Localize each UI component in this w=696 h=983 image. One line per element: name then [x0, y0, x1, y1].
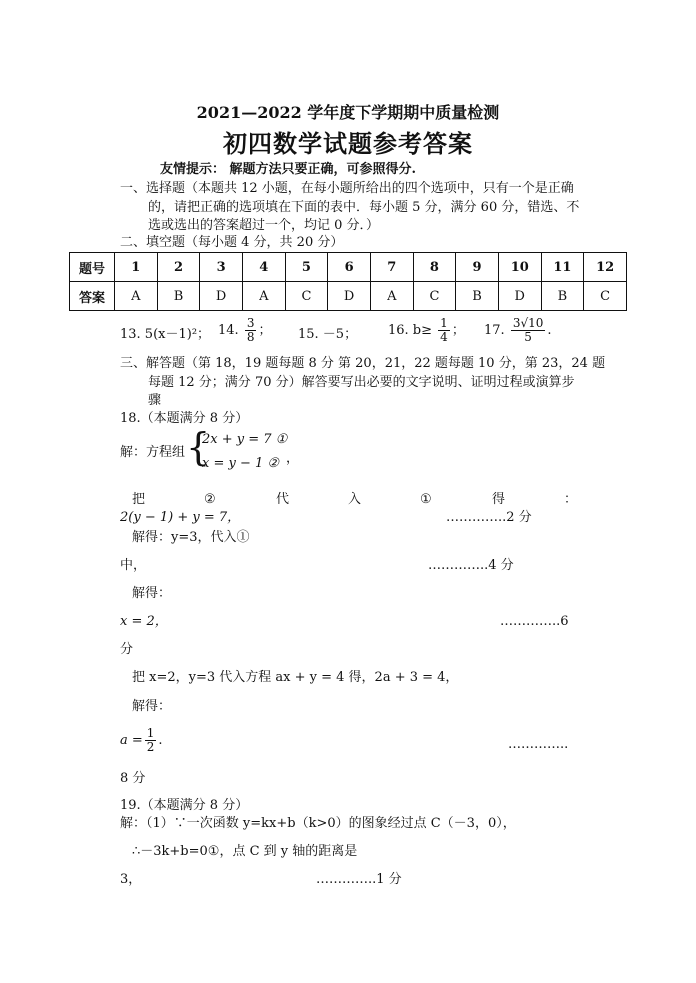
q18-solution-label: 解：方程组 [120, 445, 186, 460]
step1-word: ： [564, 492, 578, 507]
denominator: 5 [524, 330, 532, 344]
score-unit: 8 分 [120, 771, 146, 786]
step2-text: 解得：y=3，代入① [132, 530, 250, 545]
fill-q17 [484, 316, 552, 346]
question-number: 2 [157, 253, 200, 282]
equation-end: ， [286, 451, 300, 466]
step1-equation: 2(y − 1) + y = 7， [120, 510, 241, 525]
answer-cell: D [328, 282, 371, 311]
answer-table [69, 252, 627, 311]
section3-line3: 骤 [148, 393, 162, 408]
step4-text: 把 x=2，y=3 代入方程 ax + y = 4 得，2a + 3 = 4， [132, 670, 459, 685]
denominator: 8 [246, 330, 255, 344]
score-mark: …………..6 [500, 614, 569, 629]
answer-cell: C [584, 282, 627, 311]
exam-title: 2021—2022 学年度下学期期中质量检测 [196, 103, 500, 122]
step5-equation [120, 726, 163, 756]
answer-cell: D [200, 282, 243, 311]
answer-cell: D [498, 282, 541, 311]
row-label-answer: 答案 [70, 282, 115, 311]
fill-q14-end: ； [258, 323, 272, 338]
fraction [145, 727, 157, 754]
q19-line1: 解：（1）∵一次函数 y=kx+b（k>0）的图象经过点 C（－3，0）， [120, 816, 516, 831]
q19-line2: ∴－3k+b=0①，点 C 到 y 轴的距离是 [132, 844, 358, 859]
fill-q17-end: . [547, 323, 552, 338]
step1-word: 把 [132, 492, 146, 507]
q19-line3: 3， [120, 872, 142, 887]
step3-text: 解得： [132, 586, 172, 601]
fill-q16-end: ； [451, 323, 465, 338]
section3-line1: 三、解答题（第 18，19 题每题 8 分 第 20，21，22 题每题 10 分，第 23，24 题 [120, 356, 606, 371]
score-mark: …………..4 分 [428, 558, 514, 573]
row-label-number: 题号 [70, 253, 115, 282]
step2-continued: 中， [120, 558, 147, 573]
question-number: 1 [115, 253, 158, 282]
fill-q17-label: 17. [484, 323, 505, 338]
tip-text: 友情提示： 解题方法只要正确，可参照得分. [160, 162, 417, 177]
q18-title: 18.（本题满分 8 分） [120, 411, 249, 426]
fill-q16 [388, 316, 465, 346]
table-row-answers [70, 282, 627, 311]
answer-cell: B [456, 282, 499, 311]
question-number: 10 [498, 253, 541, 282]
section1-line2: 的，请把正确的选项填在下面的表中．每小题 5 分，满分 60 分，错选、不 [148, 200, 580, 215]
step1-word: 得 [492, 492, 506, 507]
question-number: 9 [456, 253, 499, 282]
section1-line3: 选或选出的答案超过一个，均记 0 分．） [148, 218, 380, 233]
question-number: 7 [370, 253, 413, 282]
answer-cell: A [115, 282, 158, 311]
section3-line2: 每题 12 分；满分 70 分）解答要写出必要的文字说明、证明过程或演算步 [148, 375, 575, 390]
numerator: 3√10 [512, 316, 544, 330]
fill-q14-label: 14. [218, 323, 239, 338]
q19-title: 19.（本题满分 8 分） [120, 798, 249, 813]
fill-q16-label: 16. b≥ [388, 323, 433, 338]
question-number: 6 [328, 253, 371, 282]
step5-text: 解得： [132, 699, 172, 714]
step5-equation-lhs: a = [120, 733, 143, 748]
step1-word: ① [420, 492, 432, 507]
question-number: 3 [200, 253, 243, 282]
numerator: 1 [146, 726, 155, 740]
step3-equation: x = 2， [120, 614, 168, 629]
equation-1: 2x + y = 7 ① [202, 432, 288, 447]
section1-line1: 一、选择题（本题共 12 小题，在每小题所给出的四个选项中，只有一个是正确 [120, 181, 574, 196]
numerator: 1 [440, 316, 448, 330]
table-row-numbers [70, 253, 627, 282]
score-mark: …………..2 分 [446, 510, 532, 525]
numerator: 3 [246, 316, 255, 330]
section2-heading: 二、填空题（每小题 4 分，共 20 分） [120, 235, 344, 250]
step1-word: 代 [276, 492, 290, 507]
answer-cell: C [285, 282, 328, 311]
question-number: 8 [413, 253, 456, 282]
denominator: 4 [440, 330, 448, 344]
step1-word: 入 [348, 492, 362, 507]
question-number: 12 [584, 253, 627, 282]
step5-equation-end: . [158, 733, 163, 748]
fraction [245, 317, 257, 344]
fraction [511, 317, 546, 344]
fill-q15: 15. －5； [298, 327, 358, 342]
answer-key-title: 初四数学试题参考答案 [223, 129, 473, 158]
question-number: 4 [242, 253, 285, 282]
answer-cell: B [541, 282, 584, 311]
answer-cell: B [157, 282, 200, 311]
fraction [438, 317, 450, 344]
answer-cell: A [242, 282, 285, 311]
fill-q13: 13. 5(x－1)²； [120, 327, 211, 342]
answer-cell: A [370, 282, 413, 311]
denominator: 2 [146, 740, 155, 754]
question-number: 11 [541, 253, 584, 282]
fill-q14 [218, 316, 271, 346]
step1-word: ② [204, 492, 216, 507]
equation-2: x = y − 1 ② [202, 456, 280, 471]
score-unit: 分 [120, 642, 134, 657]
answer-cell: C [413, 282, 456, 311]
score-mark: ………….. [508, 737, 569, 752]
score-mark: …………..1 分 [316, 872, 402, 887]
question-number: 5 [285, 253, 328, 282]
brace-symbol: { [186, 425, 211, 469]
